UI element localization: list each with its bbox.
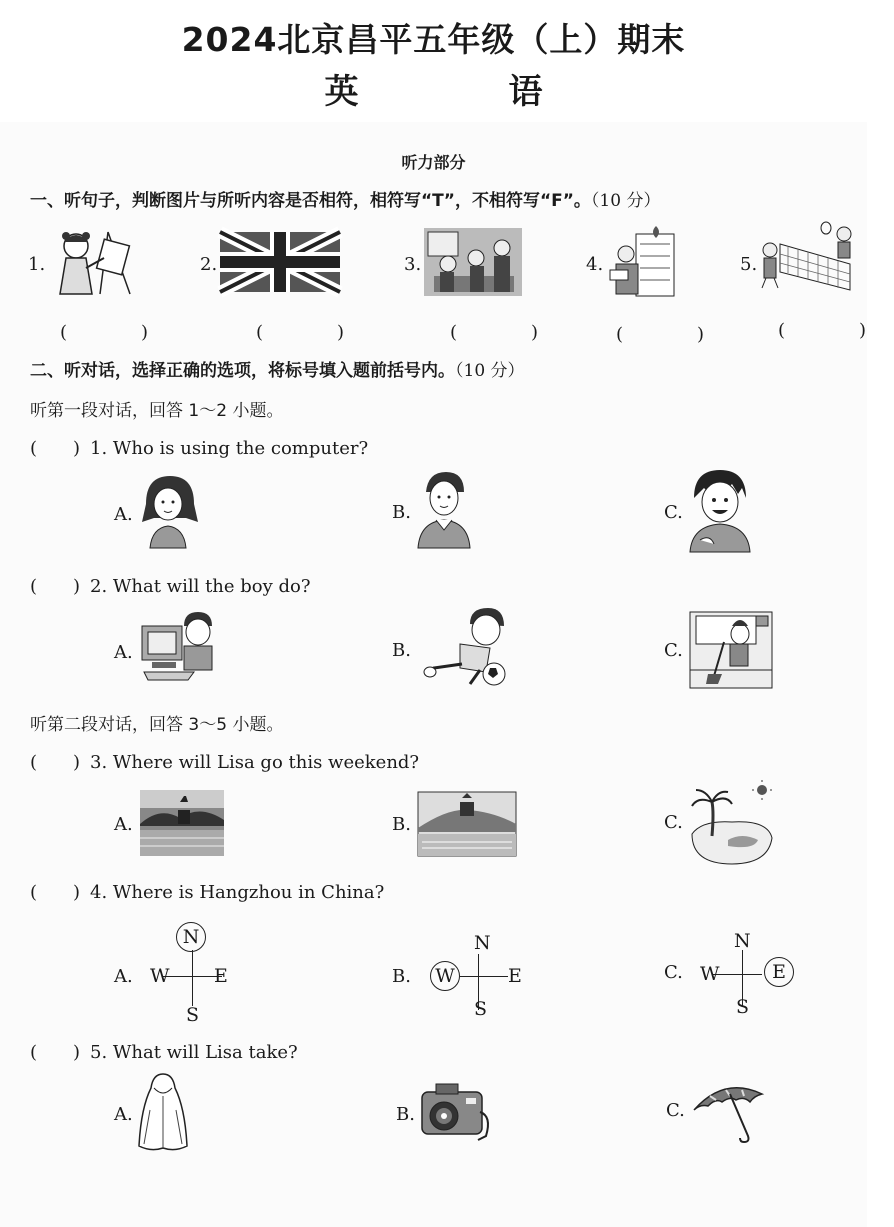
question-text: 2. What will the boy do? [90,576,311,597]
camera-icon [418,1076,492,1146]
compass-south: S [736,996,750,1018]
answer-blank[interactable]: ( ) [256,322,373,343]
part1-instruction: 一、听句子，判断图片与所听内容是否相符，相符写“T”，不相符写“F”。 [30,191,591,211]
answer-paren[interactable]: ( ) [30,752,81,773]
item-number: 5. [740,254,758,275]
boy-football-icon [420,608,510,688]
option-b-label: B. [392,966,411,987]
option-a-label: A. [114,504,133,525]
umbrella-icon [690,1080,766,1144]
compass-c [690,930,800,1020]
question-text: 4. Where is Hangzhou in China? [90,882,385,903]
answer-blank[interactable]: ( ) [778,320,894,341]
question-text: 3. Where will Lisa go this weekend? [90,752,420,773]
option-c-label: C. [664,640,683,661]
question-2 [30,572,311,598]
compass-west: W [150,965,170,987]
tropical-island-icon [688,780,774,866]
compass-a [140,925,250,1026]
option-b-label: B. [392,640,411,661]
compass-north: N [734,930,751,952]
question-3 [30,748,419,774]
option-c-label: C. [664,962,683,983]
answer-blank[interactable]: ( ) [616,324,733,345]
summer-palace-icon [418,792,516,856]
item-number: 3. [404,254,422,275]
compass-east: E [214,965,228,987]
part1-title [30,186,660,211]
option-c-label: C. [664,502,683,523]
boy-portrait-icon [414,470,470,550]
part2-title [30,356,525,381]
part1-points: （10 分） [590,191,661,211]
compass-north-circled: N [176,922,206,952]
girl-portrait-icon [136,474,198,550]
question-1 [30,434,368,460]
option-b-label: B. [392,502,411,523]
item-number: 2. [200,254,218,275]
compass-east: E [508,965,522,987]
compass-south: S [474,998,488,1020]
option-c-label: C. [666,1100,685,1121]
boy-reading-icon [606,224,676,300]
item-number: 1. [28,254,46,275]
compass-west: W [700,963,720,985]
answer-paren[interactable]: ( ) [30,1042,81,1063]
compass-east-circled: E [764,957,794,987]
answer-paren[interactable]: ( ) [30,882,81,903]
compass-b [426,932,536,1022]
part2-points: （10 分） [455,361,525,381]
dialogue-1-instruction: 听第一段对话，回答 1～2 小题。 [30,401,284,421]
question-text: 5. What will Lisa take? [90,1042,298,1063]
family-dinner-icon [424,228,522,296]
part2-instruction: 二、听对话，选择正确的选项，将标号填入题前括号内。 [30,361,455,381]
exam-title: 2024北京昌平五年级（上）期末 [181,20,686,59]
boy-smiling-icon [686,468,752,552]
answer-blank[interactable]: ( ) [450,322,567,343]
question-text: 1. Who is using the computer? [90,438,369,459]
option-a-label: A. [114,642,133,663]
answer-paren[interactable]: ( ) [30,576,81,597]
boy-sweeping-icon [690,612,772,688]
answer-paren[interactable]: ( ) [30,438,81,459]
option-a-label: A. [114,814,133,835]
girl-painting-icon [48,224,138,304]
dialogue-2-instruction: 听第二段对话，回答 3～5 小题。 [30,715,284,735]
compass-line [192,950,193,1006]
uk-flag-icon [220,232,340,292]
lake-pagoda-icon [140,790,224,856]
question-4 [30,878,384,904]
compass-south: S [186,1004,200,1026]
option-a-label: A. [114,966,133,987]
compass-north: N [474,932,491,954]
compass-line [460,976,508,977]
answer-blank[interactable]: ( ) [60,322,177,343]
subject-title: 英 语 [324,72,601,112]
section-heading: 听力部分 [401,153,466,172]
question-5 [30,1038,298,1064]
badminton-icon [758,220,862,292]
item-number: 4. [586,254,604,275]
option-a-label: A. [114,1104,133,1125]
option-b-label: B. [392,814,411,835]
option-b-label: B. [396,1104,415,1125]
option-c-label: C. [664,812,683,833]
boy-computer-icon [140,612,216,684]
raincoat-icon [136,1070,190,1152]
compass-west-circled: W [430,961,460,991]
